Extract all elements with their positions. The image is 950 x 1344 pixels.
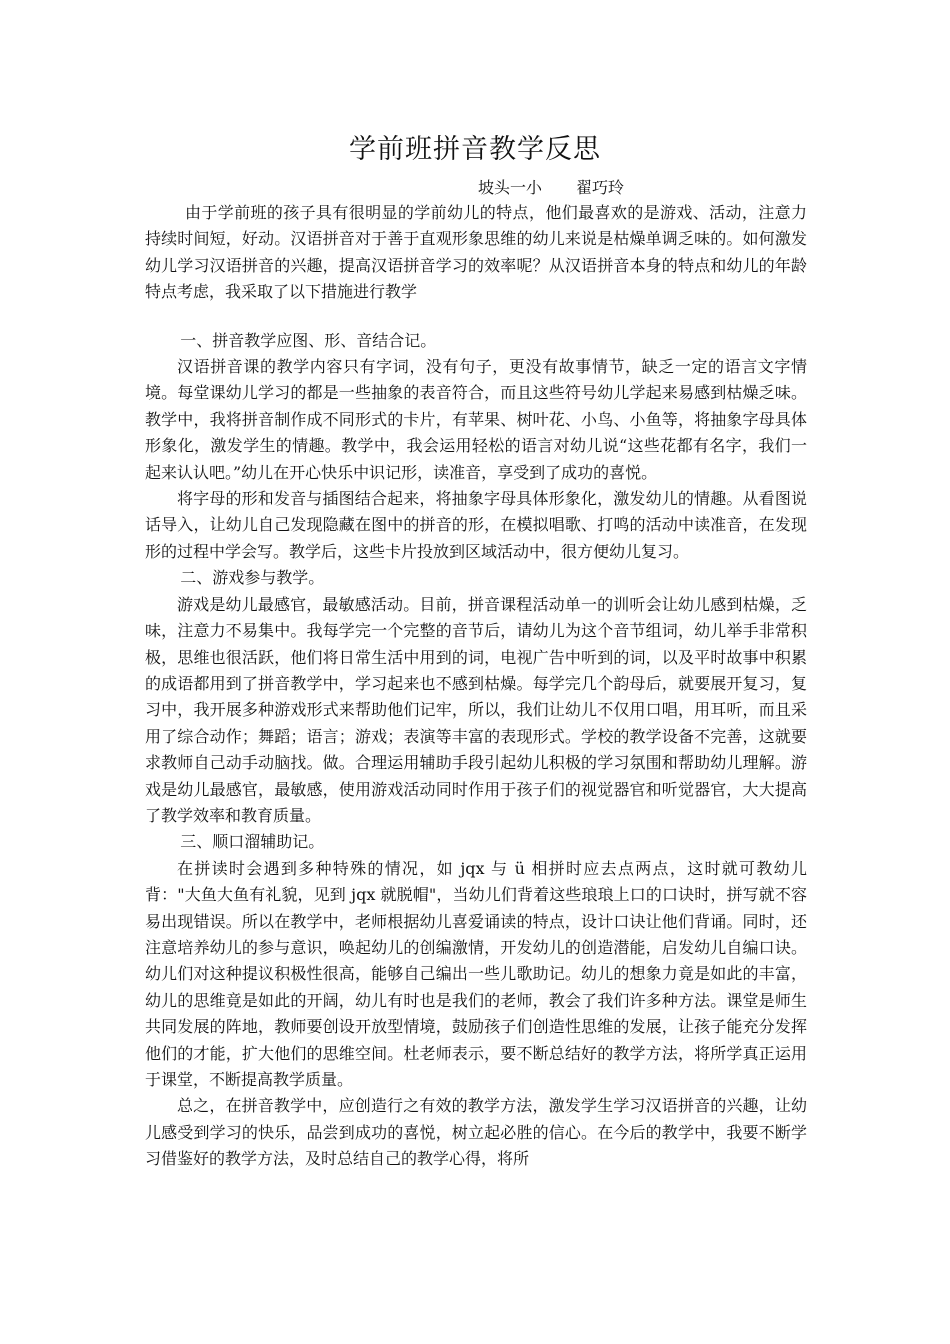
conclusion-paragraph: 总之，在拼音教学中，应创造行之有效的教学方法，激发学生学习汉语拼音的兴趣，让幼儿感受到学习的快乐，品尝到成功的喜悦，树立起必胜的信心。在今后的教学中，我要不断学习借鉴好的教学方法，及时总结自己的教学心得，将所 xyxy=(145,1096,807,1169)
paragraph-gap xyxy=(145,306,807,328)
section-heading-2: 二、游戏参与教学。 xyxy=(180,568,325,588)
section-2-paragraph-1: 游戏是幼儿最感官，最敏感活动。目前，拼音课程活动单一的训听会让幼儿感到枯燥，乏味，注意力不易集中。我每学完一个完整的音节后，请幼儿为这个音节组词，幼儿举手非常积极，思维也很活跃，他们将日常生活中用到的词，电视广告中听到的词，以及平时故事中积累的成语都用到了拼音教学中，学习起来也不感到枯燥。每学完几个韵母后，就要展开复习，复习中，我开展多种游戏形式来帮助他们记牢，所以，我们让幼儿不仅用口唱，用耳听，而且采用了综合动作；舞蹈；语言；游戏；表演等丰富的表现形式。学校的教学设备不完善，这就要求教师自己动手动脑找。做。合理运用辅助手段引起幼儿积极的学习氛围和帮助幼儿理解。游戏是幼儿最感官，最敏感，使用游戏活动同时作用于孩子们的视觉器官和听觉器官，大大提高了教学效率和教育质量。 xyxy=(145,594,807,825)
section-heading-1: 一、拼音教学应图、形、音结合记。 xyxy=(180,330,437,350)
document-title: 学前班拼音教学反思 xyxy=(349,134,601,165)
section-1-paragraph-2: 将字母的形和发音与插图结合起来，将抽象字母具体形象化，激发幼儿的情趣。从看图说话导入，让幼儿自己发现隐藏在图中的拼音的形，在模拟唱歌、打鸣的活动中读准音，在发现形的过程中学会写。教学后，这些卡片投放到区域活动中，很方便幼儿复习。 xyxy=(145,489,807,561)
byline-author: 翟巧玲 xyxy=(576,178,625,197)
byline xyxy=(478,176,624,200)
section-heading-3: 三、顺口溜辅助记。 xyxy=(180,832,325,852)
intro-paragraph: 由于学前班的孩子具有很明显的学前幼儿的特点，他们最喜欢的是游戏、活动，注意力持续时间短，好动。汉语拼音对于善于直观形象思维的幼儿来说是枯燥单调乏味的。如何激发幼儿学习汉语拼音的兴趣，提高汉语拼音学习的效率呢？从汉语拼音本身的特点和幼儿的年龄特点考虑，我采取了以下措施进行教学 xyxy=(145,203,807,302)
section-1-paragraph-1: 汉语拼音课的教学内容只有字词，没有句子，更没有故事情节，缺乏一定的语言文字情境。每堂课幼儿学习的都是一些抽象的表音符合，而且这些符号幼儿学起来易感到枯燥乏味。教学中，我将拼音制作成不同形式的卡片，有苹果、树叶花、小鸟、小鱼等，将抽象字母具体形象化，激发学生的情趣。教学中，我会运用轻松的语言对幼儿说“这些花都有名字，我们一起来认认吧。”幼儿在开心快乐中识记形，读准音，享受到了成功的喜悦。 xyxy=(145,357,807,482)
byline-school: 坡头一小 xyxy=(478,178,543,197)
document-body xyxy=(145,200,807,1173)
section-3-paragraph-1: 在拼读时会遇到多种特殊的情况，如 jqx 与 ü 相拼时应去点两点，这时就可教幼儿背："大鱼大鱼有礼貌，见到 jqx 就脱帽"，当幼儿们背着这些琅琅上口的口诀时，拼写就不容易出现错误。所以在教学中，老师根据幼儿喜爱诵读的特点，设计口诀让他们背诵。同时，还注意培养幼儿的参与意识，唤起幼儿的创编激情，开发幼儿的创造潜能，启发幼儿自编口诀。幼儿们对这种提议积极性很高，能够自己编出一些儿歌助记。幼儿的想象力竟是如此的丰富，幼儿的思维竟是如此的开阔，幼儿有时也是我们的老师，教会了我们许多种方法。课堂是师生共同发展的阵地，教师要创设开放型情境，鼓励孩子们创造性思维的发展，让孩子能充分发挥他们的才能，扩大他们的思维空间。杜老师表示，要不断总结好的教学方法，将所学真正运用于课堂，不断提高教学质量。 xyxy=(145,858,807,1089)
